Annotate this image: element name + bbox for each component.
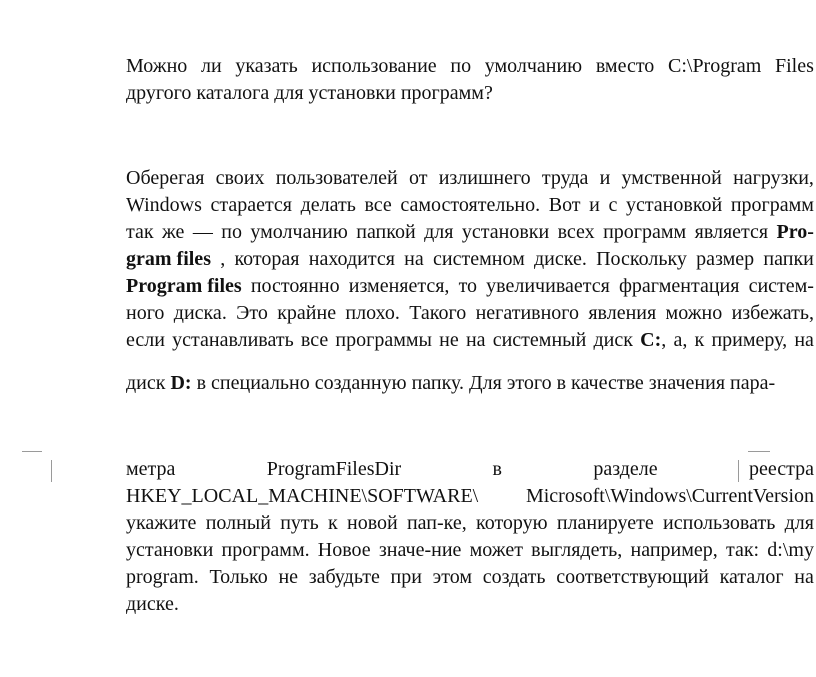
word: на xyxy=(794,329,814,351)
word: диска. xyxy=(173,302,227,324)
word: не xyxy=(439,329,459,351)
word: использование xyxy=(311,55,437,77)
word: program. xyxy=(126,566,199,588)
word: диске. xyxy=(533,248,587,270)
question-line-1 xyxy=(126,53,814,79)
word: все xyxy=(300,329,329,351)
word: излишнего xyxy=(438,167,531,189)
word: избежать, xyxy=(731,302,814,324)
word: Можно xyxy=(126,55,188,77)
word: Такого xyxy=(409,302,467,324)
word: системном xyxy=(433,248,525,270)
word: так: xyxy=(725,539,760,561)
word: фрагментация xyxy=(618,275,740,297)
word: метра xyxy=(126,458,176,480)
word: системный xyxy=(492,329,587,351)
word: Files xyxy=(775,55,814,77)
word: использовать xyxy=(663,512,776,534)
word: умолчанию xyxy=(484,55,583,77)
word: — xyxy=(192,221,213,243)
word: соответствующий xyxy=(556,566,709,588)
word: находится xyxy=(308,248,395,270)
word: пап-ке, xyxy=(406,512,467,534)
cont-line-1 xyxy=(126,456,814,482)
word: каталог xyxy=(719,566,784,588)
word: забудьте xyxy=(308,566,380,588)
word: по xyxy=(450,55,472,77)
word: выглядеть, xyxy=(531,539,623,561)
word: постоянно xyxy=(250,275,340,297)
word: и xyxy=(599,167,611,189)
word: значе-ние xyxy=(378,539,462,561)
word: систем- xyxy=(748,275,814,297)
word: на xyxy=(404,248,424,270)
answer-line-6 xyxy=(126,300,814,326)
word: создать xyxy=(482,566,546,588)
word: ли xyxy=(200,55,222,77)
word: Вот xyxy=(548,194,581,216)
word: а, xyxy=(673,329,688,351)
answer-line-4 xyxy=(126,246,814,272)
word: и xyxy=(589,194,600,216)
word: устанавливать xyxy=(172,329,294,351)
word: нагрузки, xyxy=(733,167,814,189)
word: укажите xyxy=(126,512,197,534)
answer-line-5 xyxy=(126,273,814,299)
word: разделе xyxy=(593,458,658,480)
cont-line-2 xyxy=(126,483,814,509)
page-corner-mark xyxy=(22,451,42,452)
word: программы xyxy=(335,329,432,351)
bold-term: Program files xyxy=(126,275,242,297)
word: которая xyxy=(234,248,300,270)
word: Оберегая xyxy=(126,167,205,189)
word: , xyxy=(220,248,226,270)
cont-line-5 xyxy=(126,564,814,590)
page-corner-mark xyxy=(51,460,52,482)
word: папкой xyxy=(356,221,416,243)
word: ного xyxy=(126,302,165,324)
word: указать xyxy=(235,55,298,77)
word: планируете xyxy=(556,512,654,534)
word: Только xyxy=(209,566,268,588)
word: к xyxy=(694,329,705,351)
word: полный xyxy=(205,512,271,534)
word: является xyxy=(694,221,769,243)
word: установки xyxy=(461,221,550,243)
word: программ. xyxy=(221,539,310,561)
word: диск xyxy=(593,329,633,351)
bold-term: C: xyxy=(640,329,662,351)
word: на xyxy=(465,329,486,351)
word: пользователей xyxy=(275,167,398,189)
answer-line-8-bold: D: xyxy=(170,372,192,394)
word: увеличивается xyxy=(486,275,610,297)
cont-line-4 xyxy=(126,537,814,563)
word: самостоятельно. xyxy=(400,194,541,216)
word: умолчанию xyxy=(250,221,348,243)
word: Новое xyxy=(317,539,371,561)
bold-term: gram files xyxy=(126,248,211,270)
word: Это xyxy=(236,302,268,324)
answer-line-7 xyxy=(126,327,814,353)
word: негативного xyxy=(475,302,579,324)
word: своих xyxy=(215,167,265,189)
word: к xyxy=(328,512,338,534)
bold-term: Pro- xyxy=(776,221,814,243)
word: которую xyxy=(476,512,548,534)
answer-line-8 xyxy=(126,370,814,396)
word: HKEY_LOCAL_MACHINE\SOFTWARE\ xyxy=(126,485,479,507)
word: если xyxy=(126,329,165,351)
word: для xyxy=(784,512,814,534)
word: например, xyxy=(630,539,718,561)
word: от xyxy=(408,167,428,189)
word: в xyxy=(492,458,502,480)
word: старается xyxy=(210,194,293,216)
word: Microsoft\Windows\CurrentVersion xyxy=(525,485,814,507)
word: то xyxy=(458,275,478,297)
word: вместо xyxy=(595,55,655,77)
question-line-2: другого каталога для установки программ? xyxy=(126,82,493,104)
word: программ xyxy=(730,194,814,216)
word: так xyxy=(126,221,154,243)
word: на xyxy=(794,566,814,588)
cont-line-3 xyxy=(126,510,814,536)
word: при xyxy=(390,566,422,588)
word: путь xyxy=(280,512,319,534)
word: Поскольку xyxy=(596,248,687,270)
word: не xyxy=(278,566,299,588)
word: по xyxy=(221,221,242,243)
word: C:, xyxy=(640,329,667,351)
word: примеру, xyxy=(711,329,788,351)
word: умственной xyxy=(621,167,722,189)
word: можно xyxy=(665,302,723,324)
word: C:\Program xyxy=(667,55,762,77)
word: Windows xyxy=(126,194,202,216)
word: явления xyxy=(588,302,657,324)
word: программ xyxy=(603,221,687,243)
word: крайне xyxy=(277,302,337,324)
word: установки xyxy=(126,539,214,561)
answer-line-1 xyxy=(126,165,814,191)
word: установкой xyxy=(625,194,723,216)
answer-line-3 xyxy=(126,219,814,245)
word: ProgramFilesDir xyxy=(266,458,402,480)
answer-line-2 xyxy=(126,192,814,218)
word: может xyxy=(469,539,523,561)
word: труда xyxy=(541,167,589,189)
word: d:\my xyxy=(767,539,814,561)
word: делать xyxy=(300,194,356,216)
word: размер xyxy=(696,248,755,270)
word: все xyxy=(364,194,392,216)
word: реестра xyxy=(749,458,814,480)
answer-line-8-pre: диск xyxy=(126,372,171,394)
word: всех xyxy=(557,221,595,243)
page-corner-mark xyxy=(748,451,770,452)
cont-line-6: диске. xyxy=(126,593,179,615)
word: этом xyxy=(432,566,472,588)
word: изменяется, xyxy=(348,275,450,297)
word: плохо. xyxy=(345,302,400,324)
word: папки xyxy=(763,248,814,270)
word: новой xyxy=(347,512,398,534)
word: с xyxy=(608,194,618,216)
answer-line-8-post: в специально созданную папку. Для этого в качестве значения пара- xyxy=(191,372,776,394)
word: для xyxy=(424,221,454,243)
word: же xyxy=(162,221,185,243)
